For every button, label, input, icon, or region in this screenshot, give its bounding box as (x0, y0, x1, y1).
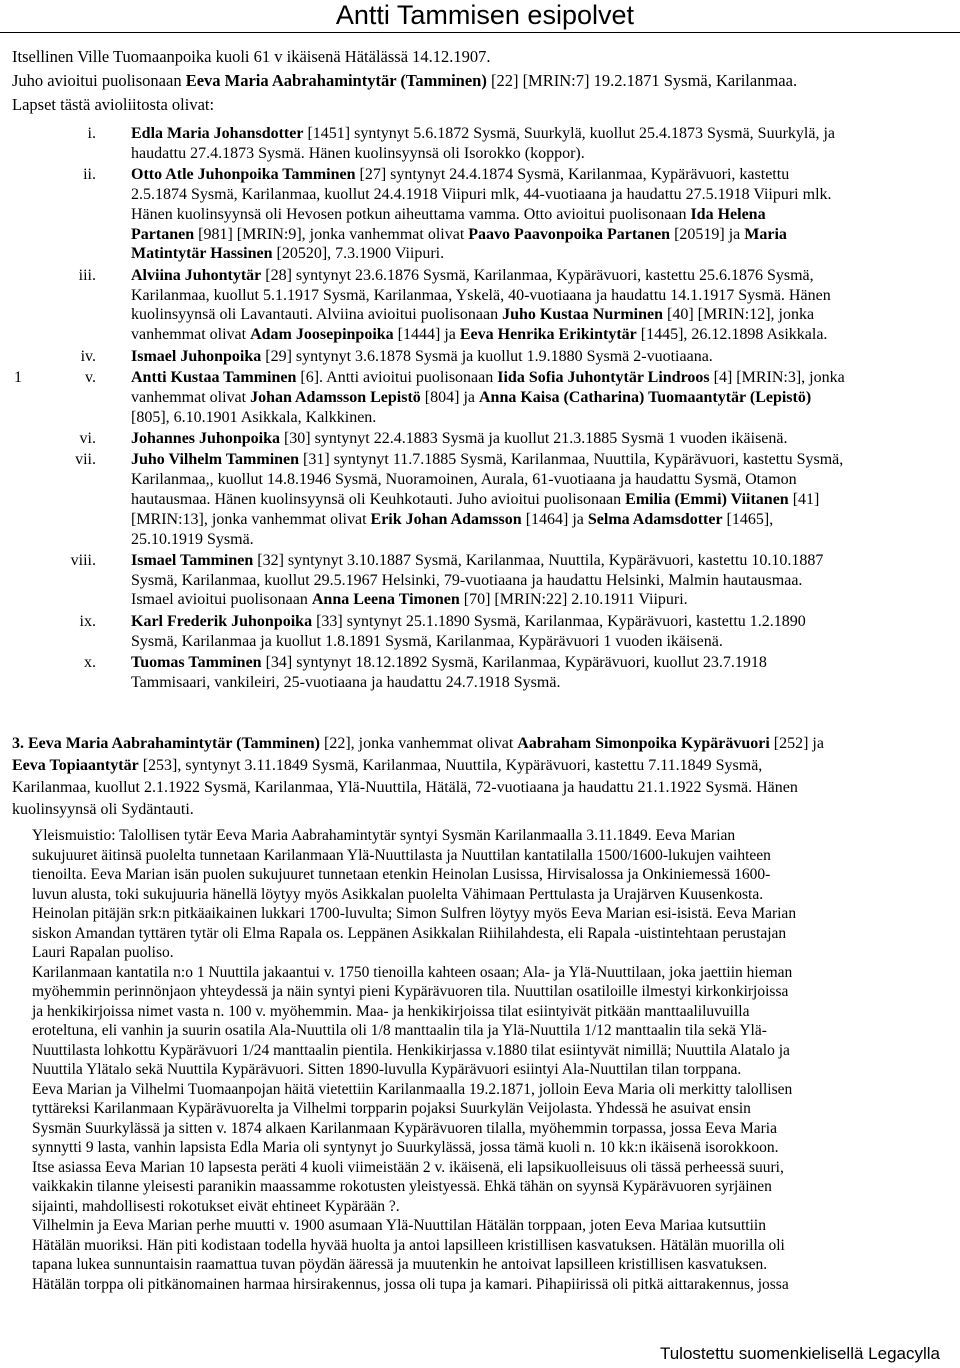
person-name: Juho Vilhelm Tamminen (131, 451, 300, 469)
text-span: [40] [MRIN:12], jonka (662, 306, 815, 324)
person-name: Aabraham Simonpoika Kypärävuori (517, 735, 770, 752)
note-line: Lauri Rapalan puoliso. (32, 944, 174, 961)
child-number: viii. (70, 551, 96, 569)
note-line: tyttäreksi Karilanmaan Kypärävuorelta ja Vilhelmi torpparin pojaksi Suurkylän Veijolasta. Yhdessä he asuivat ensin (32, 1100, 751, 1117)
person-name: Antti Kustaa Tamminen (131, 368, 297, 386)
child-entry (0, 165, 960, 264)
lineage-marker: 1 (14, 368, 22, 386)
child-details (131, 653, 931, 693)
text-span: [20520], 7.3.1900 Viipuri. (272, 245, 445, 263)
note-line: ja henkikirjoissa nimet vasta n. 100 v. myöhemmin. Maa- ja henkikirjoissa tilat esiintyivät pitkään manttaaliluvuilla (32, 1002, 750, 1020)
child-details (131, 612, 931, 652)
person-name: 3. Eeva Maria Aabrahamintytär (Tamminen) (12, 735, 320, 752)
text-span: Karilanmaa,, kuollut 14.8.1946 Sysmä, Nuoramoinen, Aurala, 61-vuotiaana ja haudattu Sysmä, Otamon (131, 471, 797, 489)
text-span: Karilanmaa, kuollut 2.1.1922 Sysmä, Karilanmaa, Ylä-Nuuttila, Hätälä, 72-vuotiaana ja haudattu 21.1.1922 Sysmä. Hänen (12, 779, 798, 796)
text-span: Ismael avioitui puolisonaan (131, 591, 312, 609)
text-span: [1464] ja (521, 510, 588, 528)
child-line (131, 185, 931, 205)
text-span: [6]. Antti avioitui puolisonaan (296, 368, 498, 386)
note-line: Nuuttila Ylätalo sekä Nuuttila Kypärävuori. Sitten 1890-luvulla Kypärävuori esiintyi Ala-Nuuttilan tilan torppana. (32, 1061, 742, 1078)
person-name: Alviina Juhontytär (131, 266, 262, 284)
child-details (131, 165, 931, 264)
note-line: synnytti 9 lasta, vanhin lapsista Edla Maria oli syntynyt jo Suurkylässä, jossa tämä kuoli n. 10 kk:n ikäisenä isorokkoon. (32, 1139, 779, 1156)
child-details (131, 368, 931, 427)
intro-line (12, 69, 952, 93)
child-line (131, 571, 931, 591)
text-span: kuolinsyynsä oli Sydäntauti. (12, 801, 194, 818)
person-name: Karl Frederik Juhonpoika (131, 612, 313, 630)
child-details (131, 124, 931, 164)
person-name: Paavo Paavonpoika Partanen (468, 225, 671, 243)
child-entry (0, 347, 960, 367)
child-line (131, 165, 931, 185)
text-span: Hänen kuolinsyynsä oli Hevosen potkun aiheuttama vamma. Otto avioitui puolisonaan (131, 205, 691, 223)
child-line (131, 305, 931, 325)
note-line: Eeva Marian ja Vilhelmi Tuomaanpojan häitä vietettiin Karilanmaalla 19.2.1871, jolloin Eeva Maria oli merkitty talollisen (32, 1080, 793, 1098)
person-name: Tuomas Tamminen (131, 654, 262, 672)
child-entry (0, 612, 960, 652)
spouse-line (12, 777, 957, 799)
spouse-entry (12, 733, 957, 821)
child-entry (0, 653, 960, 693)
child-line (131, 551, 931, 571)
text-span: 25.10.1919 Sysmä. (131, 530, 254, 548)
text-span: [41] (788, 490, 820, 508)
intro-paragraph (12, 45, 952, 117)
child-line (131, 429, 931, 449)
child-line (131, 144, 931, 164)
child-line (131, 632, 931, 652)
note-line: eroteltuna, eli vanhin ja suurin osatila Ala-Nuuttila oli 1/8 manttaalin tila ja Ylä-Nuuttila 1/12 manttaalin tila sekä Ylä- (32, 1022, 767, 1039)
footer-credit: Tulostettu suomenkielisellä Legacylla (659, 1344, 940, 1363)
note-line: Yleismuistio: Talollisen tytär Eeva Maria Aabrahamintytär syntyi Sysmän Karilanmaalla 3.11.1849. Eeva Marian (32, 827, 736, 844)
child-line (131, 388, 931, 408)
person-name: Ismael Tamminen (131, 551, 254, 569)
person-name: Emilia (Emmi) Viitanen (625, 490, 789, 508)
text-span: Tammisaari, vankileiri, 25-vuotiaana ja haudattu 24.7.1918 Sysmä. (131, 673, 561, 691)
child-line (131, 205, 931, 225)
note-line: luvun alusta, toki sukujuuria hänellä löytyy myös Asikkalan puolelta Vähimaan Perttulasta ja Urajärven Kuusenkosta. (32, 885, 764, 903)
person-name: Ida Helena (690, 205, 766, 223)
child-line (131, 266, 931, 286)
text-span: [33] syntynyt 25.1.1890 Sysmä, Karilanmaa, Kypärävuori, kastettu 1.2.1890 (312, 612, 806, 630)
child-details (131, 551, 931, 610)
child-number: iii. (78, 266, 96, 284)
text-span: [20519] ja (670, 225, 745, 243)
text-span: Sysmä, Karilanmaa ja kuollut 1.8.1891 Sysmä, Karilanmaa, Kypärävuori 1 vuoden ikäisenä. (131, 632, 723, 650)
child-entry (0, 124, 960, 164)
person-name: Iida Sofia Juhontytär Lindroos (497, 368, 710, 386)
note-line: Hätälän muoriksi. Hän piti kodistaan todella hyvää huolta ja antoi lapsilleen kristillisen kasvatuksen. Hätälän muorilla oli (32, 1236, 785, 1254)
person-name: Partanen (131, 225, 195, 243)
text-span: [27] syntynyt 24.4.1874 Sysmä, Karilanmaa, Kypärävuori, kastettu (355, 166, 790, 184)
child-line (131, 590, 931, 610)
text-span: [32] syntynyt 3.10.1887 Sysmä, Karilanmaa, Nuuttila, Kypärävuori, kastettu 10.10.1887 (253, 551, 824, 569)
child-line (131, 347, 931, 367)
text-span: Sysmä, Karilanmaa, kuollut 29.5.1967 Helsinki, 79-vuotiaana ja haudattu Helsinki, Malmin hautausmaa. (131, 571, 803, 589)
text-span: [22] [MRIN:7] 19.2.1871 Sysmä, Karilanmaa. (486, 71, 798, 90)
child-line (131, 450, 931, 470)
person-name: Eeva Henrika Erikintytär (459, 326, 637, 344)
note-line: Nuuttilasta lohkottu Kypärävuori 1/24 manttaalin pientila. Henkikirjassa v.1880 tilat esiintyvät nimillä; Nuuttila Alatalo ja (32, 1041, 790, 1059)
person-name: Anna Kaisa (Catharina) Tuomaantytär (Lepistö) (479, 388, 812, 406)
intro-line: Itsellinen Ville Tuomaanpoika kuoli 61 v ikäisenä Hätälässä 14.12.1907. (12, 47, 491, 66)
spouse-line (12, 755, 957, 777)
text-span: [805], 6.10.1901 Asikkala, Kalkkinen. (131, 408, 377, 426)
child-line (131, 510, 931, 530)
text-span: kuolinsyynsä oli Lavantauti. Alviina avioitui puolisonaan (131, 306, 503, 324)
person-name: Maria (744, 225, 787, 243)
person-name: Anna Leena Timonen (311, 591, 460, 609)
note-line: vaikkakin tilanne yleisesti paranikin maassamme rokotusten yleistyessä. Ehkä tähän on syynsä Kypärävuoren syrjäinen (32, 1178, 772, 1195)
text-span: vanhemmat olivat (131, 388, 251, 406)
child-number: iv. (80, 347, 96, 365)
child-line (131, 225, 931, 245)
spouse-line (12, 799, 957, 821)
person-name: Edla Maria Johansdotter (131, 125, 304, 142)
text-span: [MRIN:13], jonka vanhemmat olivat (131, 510, 371, 528)
person-name: Eeva Maria Aabrahamintytär (Tamminen) (185, 71, 487, 90)
child-number: ii. (83, 166, 96, 184)
child-line (131, 470, 931, 490)
child-number: ix. (79, 612, 96, 630)
person-name: Eeva Topiaantytär (12, 757, 139, 774)
child-number: v. (85, 368, 96, 386)
child-line (131, 368, 931, 388)
person-name: Ismael Juhonpoika (131, 347, 262, 365)
child-line (131, 612, 931, 632)
text-span: [70] [MRIN:22] 2.10.1911 Viipuri. (459, 591, 688, 609)
spouse-line (12, 733, 957, 755)
person-name: Erik Johan Adamsson (370, 510, 522, 528)
text-span: [1445], 26.12.1898 Asikkala. (636, 326, 828, 344)
child-line (131, 530, 931, 550)
child-line (131, 673, 931, 693)
note-line: tapana lukea sunnuntaisin raamattua tuvan pöydän ääressä ja muutenkin he antoivat lapsilleen kristillisen kasvatuksen. (32, 1256, 768, 1273)
note-line: Heinolan pitäjän srk:n pitkäaikainen lukkari 1700-luvulta; Simon Sulfren löytyy myös Eeva Marian esi-isistä. Eeva Marian (32, 905, 797, 922)
header-divider (0, 32, 960, 33)
note-line: Vilhelmin ja Eeva Marian perhe muutti v. 1900 asumaan Ylä-Nuuttilan Hätälän torppaan, joten Eeva Mariaa kutsuttiin (32, 1217, 766, 1234)
child-line (131, 244, 931, 264)
note-line: Itse asiassa Eeva Marian 10 lapsesta peräti 4 kuoli viimeistään 2 v. ikäisenä, eli lapsikuolleisuus oli tässä perheessä suuri, (32, 1158, 784, 1176)
child-entry (0, 450, 960, 549)
child-number: vi. (79, 429, 96, 447)
text-span: [28] syntynyt 23.6.1876 Sysmä, Karilanmaa, Kypärävuori, kastettu 25.6.1876 Sysmä, (261, 266, 814, 284)
child-details (131, 266, 931, 345)
text-span: [1465], (722, 510, 774, 528)
text-span: Juho avioitui puolisonaan (12, 71, 186, 90)
child-details (131, 347, 931, 367)
page-title: Antti Tammisen esipolvet (335, 0, 634, 30)
text-span: [1451] syntynyt 5.6.1872 Sysmä, Suurkylä, kuollut 25.4.1873 Sysmä, Suurkylä, ja (303, 125, 835, 142)
text-span: [1444] ja (393, 326, 460, 344)
person-name: Johan Adamsson Lepistö (250, 388, 421, 406)
child-line (131, 325, 931, 345)
text-span: [804] ja (420, 388, 479, 406)
intro-line: Lapset tästä avioliitosta olivat: (12, 95, 215, 114)
child-details (131, 450, 931, 549)
text-span: hautausmaa. Hänen kuolinsyynsä oli Keuhkotauti. Juho avioitui puolisonaan (131, 490, 626, 508)
note-line: Hätälän torppa oli pitkänomainen harmaa hirsirakennus, jossa oli tupa ja kamari. Pihapiirissä oli pitkä aittarakennus, jossa (32, 1275, 789, 1293)
person-name: Juho Kustaa Nurminen (502, 306, 663, 324)
text-span: [34] syntynyt 18.12.1892 Sysmä, Karilanmaa, Kypärävuori, kuollut 23.7.1918 (261, 654, 767, 672)
note-line: sukujuuret äitinsä puolelta tunnetaan Karilanmaan Ylä-Nuuttilasta ja Nuuttilan kantatilalla 1500/1600-lukujen vaihteen (32, 846, 771, 864)
children-list (0, 124, 960, 694)
person-name: Adam Joosepinpoika (250, 326, 394, 344)
child-line (131, 408, 931, 428)
child-number: x. (84, 654, 96, 672)
note-line: sijainti, mahdollisesti rokotukset eivät ehtineet Kypärään ?. (32, 1197, 400, 1215)
text-span: [29] syntynyt 3.6.1878 Sysmä ja kuollut 1.9.1880 Sysmä 2-vuotiaana. (261, 347, 713, 365)
general-notes (32, 826, 952, 1294)
child-entry (0, 429, 960, 449)
child-entry (0, 266, 960, 345)
child-details (131, 429, 931, 449)
person-name: Otto Atle Juhonpoika Tamminen (131, 166, 356, 184)
child-number: i. (87, 125, 96, 142)
child-entry (0, 368, 960, 427)
child-line (131, 653, 931, 673)
child-number: vii. (75, 451, 96, 469)
note-line: tienoilta. Eeva Marian isän puolen sukujuuret tunnetaan etenkin Heinolan Lusissa, Hirvisalossa ja Onkiniemessä 1600- (32, 866, 771, 883)
person-name: Johannes Juhonpoika (131, 429, 280, 447)
text-span: vanhemmat olivat (131, 326, 251, 344)
text-span: [253], syntynyt 3.11.1849 Sysmä, Karilanmaa, Nuuttila, Kypärävuori, kastettu 7.11.1849 Sysmä, (138, 757, 763, 774)
child-line (131, 286, 931, 306)
child-line (131, 124, 931, 144)
text-span: [981] [MRIN:9], jonka vanhemmat olivat (194, 225, 469, 243)
note-line: siskon Amandan tyttären tytär oli Elma Rapala os. Leppänen Asikkalan Riihilahdesta, eli Rapala -uistintehtaan perustajan (32, 924, 787, 942)
note-line: Sysmän Suurkylässä ja sitten v. 1874 alkaen Karilanmaan Kypärävuoren tilalla, myöhemmin torpassa, jossa Eeva Maria (32, 1119, 777, 1137)
text-span: [4] [MRIN:3], jonka (709, 368, 845, 386)
text-span: [30] syntynyt 22.4.1883 Sysmä ja kuollut 21.3.1885 Sysmä 1 vuoden ikäisenä. (279, 429, 788, 447)
text-span: Karilanmaa, kuollut 5.1.1917 Sysmä, Karilanmaa, Yskelä, 40-vuotiaana ja haudattu 14.1.1917 Sysmä. Hänen (131, 286, 831, 304)
text-span: [31] syntynyt 11.7.1885 Sysmä, Karilanmaa, Nuuttila, Kypärävuori, kastettu Sysmä, (299, 451, 844, 469)
note-line: Karilanmaan kantatila n:o 1 Nuuttila jakaantui v. 1750 tienoilla kahteen osaan; Ala- ja Ylä-Nuuttilaan, joka jaettiin hieman (32, 963, 793, 981)
child-line (131, 490, 931, 510)
person-name: Selma Adamsdotter (587, 510, 723, 528)
text-span: 2.5.1874 Sysmä, Karilanmaa, kuollut 24.4.1918 Viipuri mlk, 44-vuotiaana ja haudattu 27.5.1918 Viipuri mlk. (131, 185, 832, 203)
note-line: myöhemmin perinnönjaon yhteydessä ja näin syntyi pieni Kypärävuoren tila. Nuuttilan osatiloille ilmestyi kirkonkirjoissa (32, 983, 789, 1000)
child-entry (0, 551, 960, 610)
text-span: haudattu 27.4.1873 Sysmä. Hänen kuolinsyynsä oli Isorokko (koppor). (131, 144, 585, 162)
text-span: [22], jonka vanhemmat olivat (320, 735, 518, 752)
person-name: Matintytär Hassinen (131, 245, 273, 263)
text-span: [252] ja (769, 735, 824, 752)
